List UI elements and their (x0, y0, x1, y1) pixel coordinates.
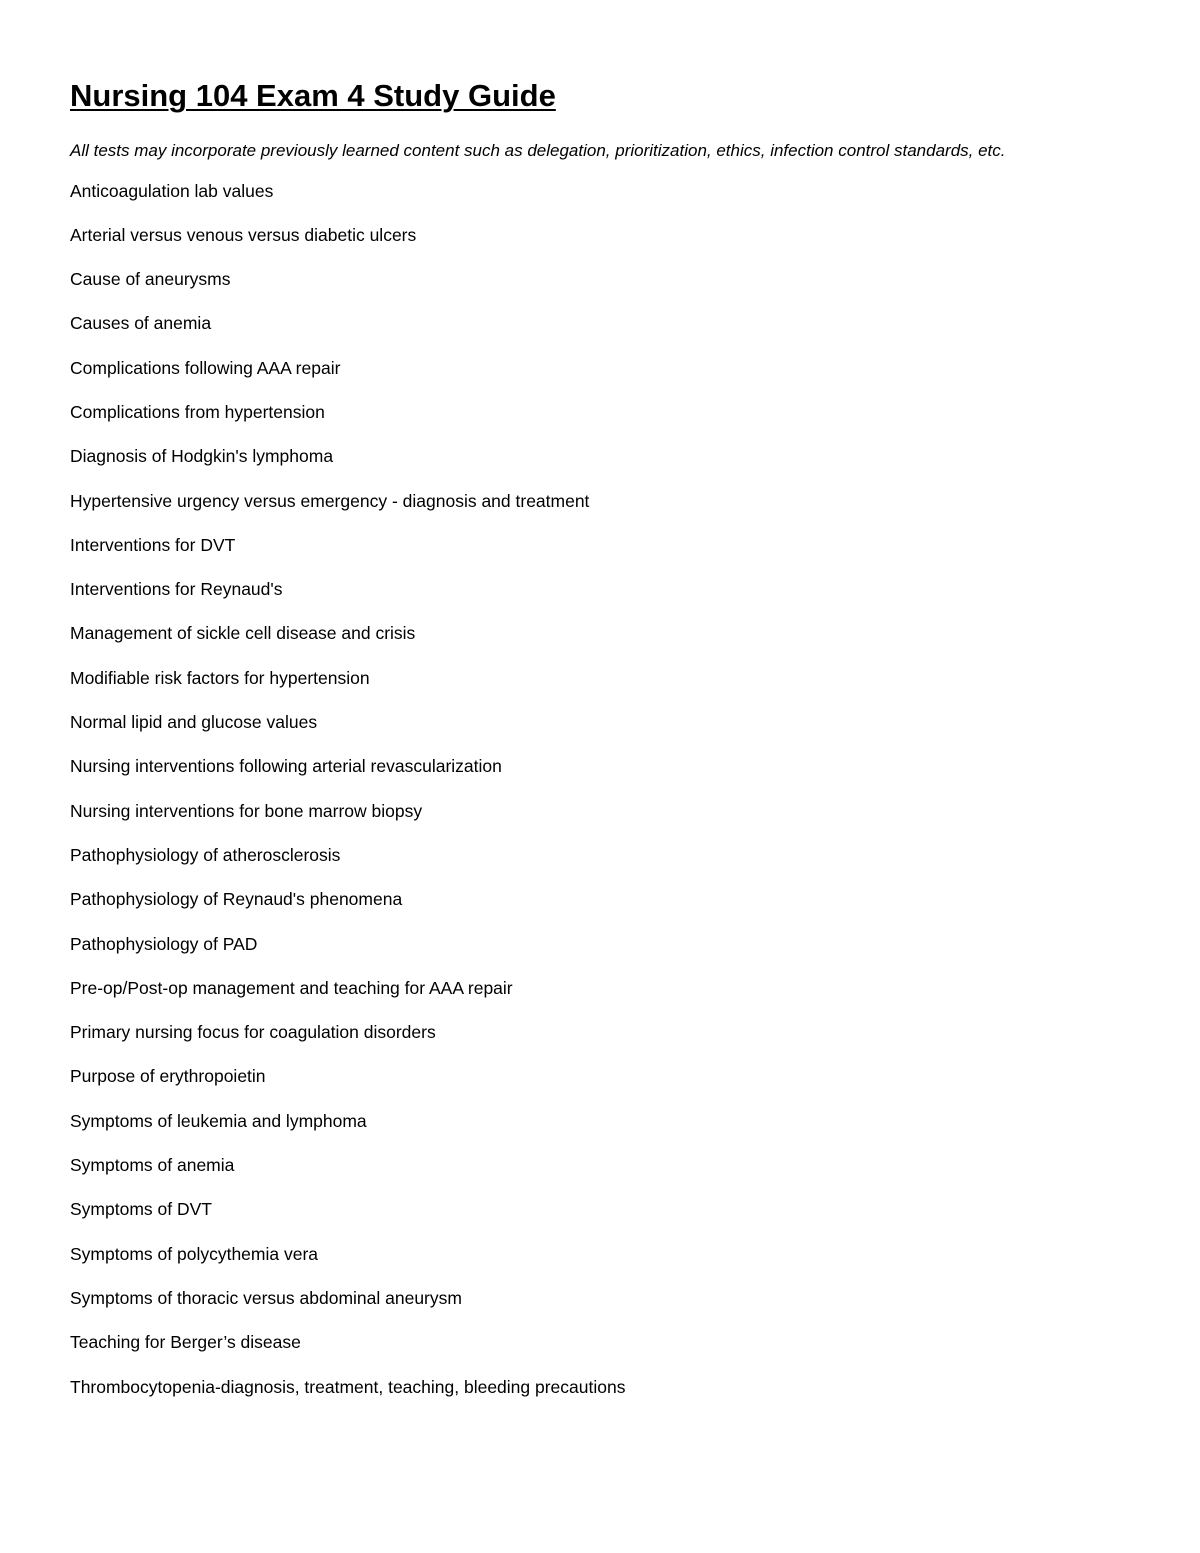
instruction-note: All tests may incorporate previously learned content such as delegation, prioritization, ethics, infection control standards, etc. (70, 141, 1006, 160)
page-title: Nursing 104 Exam 4 Study Guide (70, 78, 556, 113)
topic-item: Pre-op/Post-op management and teaching for AAA repair (70, 977, 513, 998)
topic-item: Pathophysiology of atherosclerosis (70, 844, 341, 865)
topic-item: Nursing interventions for bone marrow biopsy (70, 800, 423, 821)
topic-item: Arterial versus venous versus diabetic ulcers (70, 224, 417, 245)
topic-item: Pathophysiology of PAD (70, 933, 258, 954)
topic-item: Modifiable risk factors for hypertension (70, 667, 370, 688)
topic-item: Management of sickle cell disease and crisis (70, 623, 416, 644)
topic-item: Symptoms of leukemia and lymphoma (70, 1110, 367, 1131)
topic-item: Anticoagulation lab values (70, 180, 274, 201)
topic-item: Causes of anemia (70, 313, 212, 334)
topic-item: Thrombocytopenia-diagnosis, treatment, teaching, bleeding precautions (70, 1376, 626, 1397)
topic-item: Normal lipid and glucose values (70, 712, 318, 733)
topic-item: Symptoms of anemia (70, 1155, 235, 1176)
topic-item: Nursing interventions following arterial revascularization (70, 756, 502, 777)
topic-item: Symptoms of DVT (70, 1199, 212, 1220)
topic-item: Cause of aneurysms (70, 269, 231, 290)
topic-item: Complications following AAA repair (70, 357, 341, 378)
topic-item: Complications from hypertension (70, 401, 325, 422)
topic-item: Symptoms of polycythemia vera (70, 1243, 319, 1264)
topic-item: Purpose of erythropoietin (70, 1066, 266, 1087)
topic-item: Symptoms of thoracic versus abdominal aneurysm (70, 1287, 462, 1308)
topic-item: Primary nursing focus for coagulation disorders (70, 1022, 436, 1043)
topic-item: Hypertensive urgency versus emergency - diagnosis and treatment (70, 490, 590, 511)
topic-item: Pathophysiology of Reynaud's phenomena (70, 889, 403, 910)
topic-item: Interventions for Reynaud's (70, 579, 283, 600)
topic-item: Diagnosis of Hodgkin's lymphoma (70, 446, 334, 467)
topic-item: Interventions for DVT (70, 534, 236, 555)
topic-item: Teaching for Berger’s disease (70, 1332, 301, 1353)
topic-list (70, 180, 1130, 1399)
